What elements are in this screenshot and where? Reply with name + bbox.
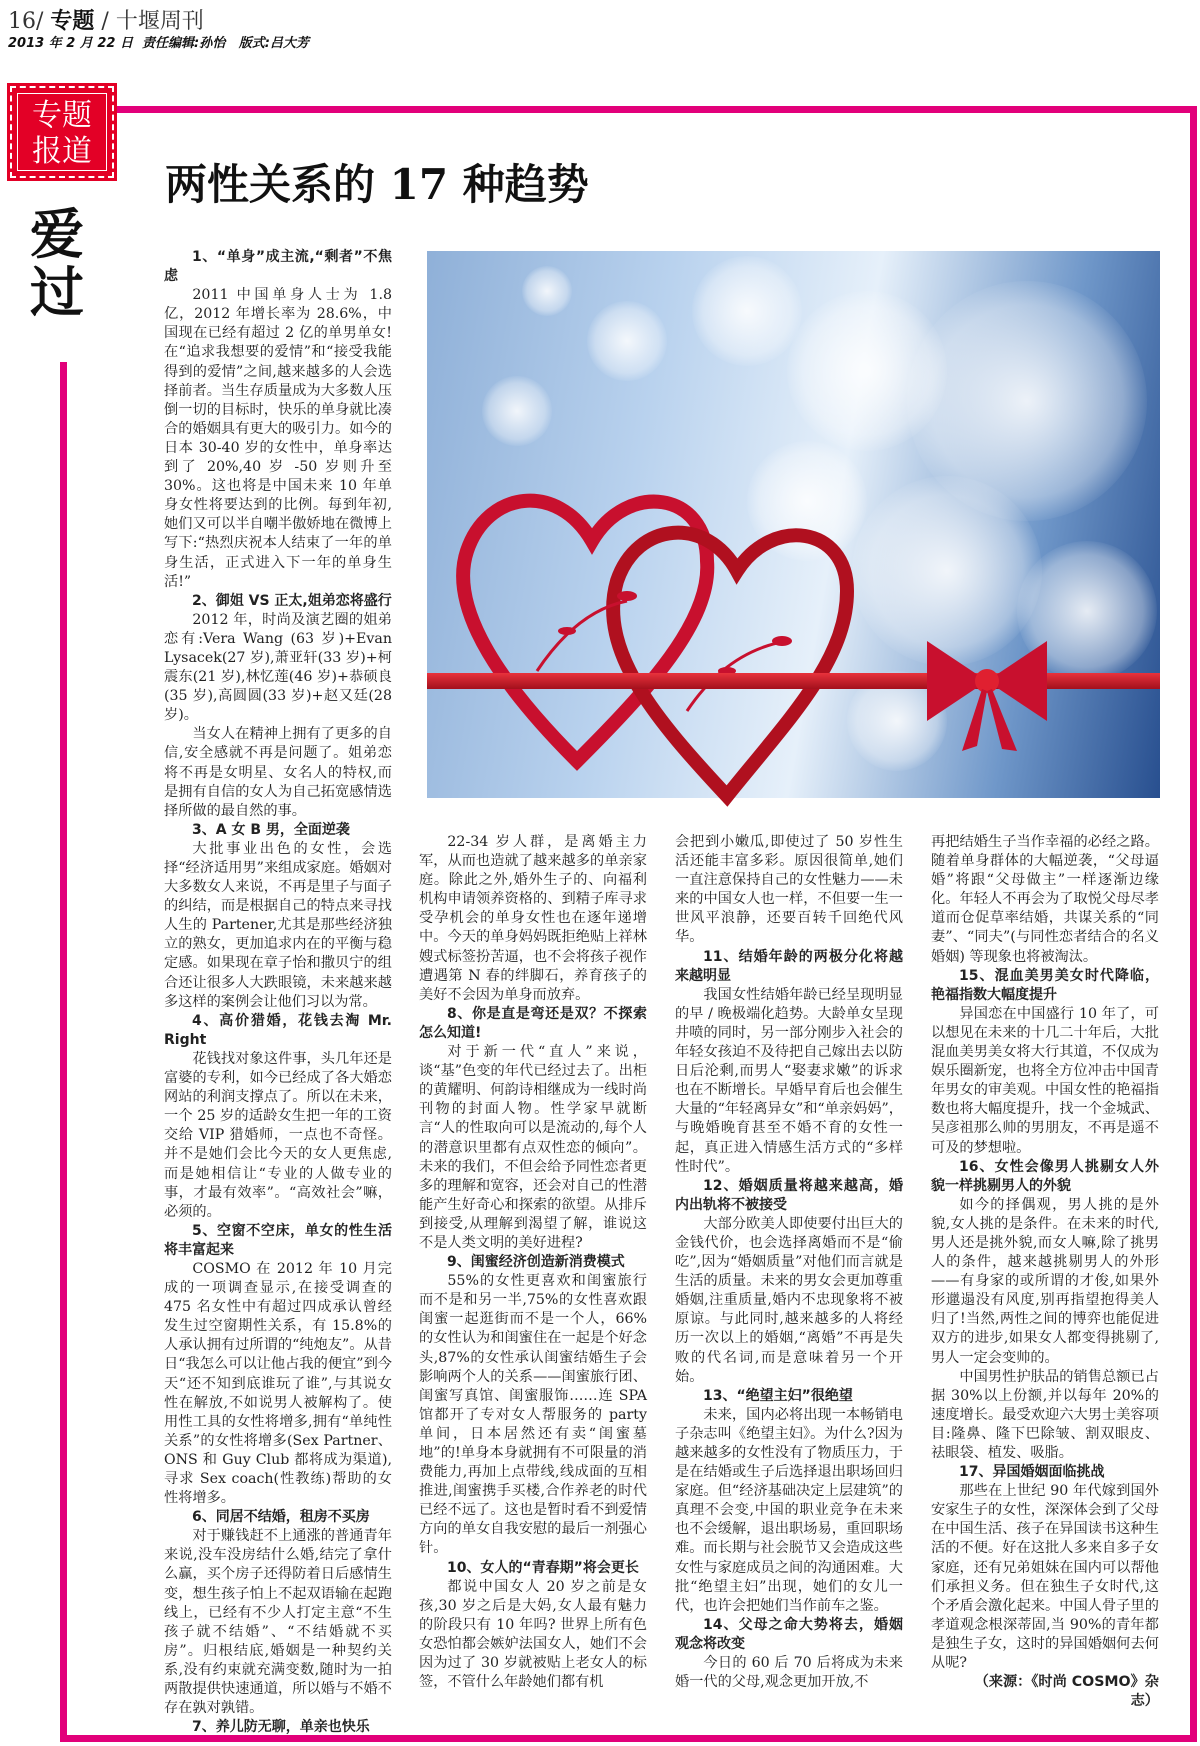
section-heading: 2、御姐 VS 正太,姐弟恋将盛行 bbox=[192, 592, 392, 609]
page-header bbox=[8, 4, 204, 35]
frame-border-left bbox=[60, 362, 67, 1742]
frame-border-right bbox=[1190, 106, 1197, 1742]
paragraph: 今日的 60 后 70 后将成为未来婚一代的父母,观念更加开放,不 bbox=[675, 1655, 903, 1691]
section-heading: 6、同居不结婚，租房不买房 bbox=[192, 1509, 370, 1526]
section-heading: 1、“单身”成主流,“剩者”不焦虑 bbox=[164, 249, 392, 285]
section-heading: 12、婚姻质量将越来越高，婚内出轨将不被接受 bbox=[675, 1177, 903, 1213]
paragraph: 2012 年，时尚及演艺圈的姐弟恋有:Vera Wang (63 岁)+Evan Lysacek(27 岁),萧亚轩(33 岁)+柯震东(21 岁),林忆莲(46 岁)+恭硕良(35 岁),高圆圆(33 岁)+赵又廷(28 岁)。 bbox=[164, 611, 392, 724]
publication-name: 十堰周刊 bbox=[115, 9, 204, 34]
section-heading: 9、闺蜜经济创造新消费模式 bbox=[447, 1254, 625, 1271]
page-meta bbox=[8, 32, 309, 51]
paragraph: 中国男性护肤品的销售总额已占据 30%以上份额,并以每年 20%的速度增长。最受欢迎六大男士美容项目:隆鼻、隆下巴除皱、割双眼皮、祛眼袋、植发、吸脂。 bbox=[931, 1368, 1159, 1461]
paragraph: 会把到小嫩瓜,即使过了 50 岁性生活还能丰富多彩。原因很简单,她们一直注意保持自己的女性魅力——未来的中国女人也一样，不但要一生一世风平浪静，还要百转千回绝代风华。 bbox=[675, 834, 903, 946]
paragraph: 对于赚钱赶不上通涨的普通青年来说,没车没房结什么婚,结完了拿什么赢，买个房子还得防着日后感情生变，想生孩子怕上不起双语输在起跑线上，已经有不少人打定主意“不生孩子就不结婚”、“不结婚就不买房”。归根结底,婚姻是一种契约关系,没有约束就充满变数,随时为一拍两散提供快速通道，所以婚与不婚不存在孰对孰错。 bbox=[164, 1528, 392, 1717]
article-column-4 bbox=[931, 833, 1159, 1710]
page-number: 16/ bbox=[8, 9, 44, 34]
header-separator: / bbox=[101, 9, 109, 34]
article-column-3 bbox=[675, 833, 903, 1710]
section-heading: 3、A 女 B 男，全面逆袭 bbox=[192, 821, 350, 838]
section-heading: 4、高价猎婚，花钱去淘 Mr. Right bbox=[164, 1012, 392, 1048]
section-name: 专题 bbox=[50, 8, 95, 34]
bokeh-circles bbox=[482, 256, 1157, 771]
paragraph: 22-34 岁人群，是离婚主力军，从而也造就了越来越多的单亲家庭。除此之外,婚外生子的、向福利机构申请领养资格的、到精子库寻求受孕机会的单身女性也在逐年递增中。今天的单身妈妈既拒绝贴上祥林嫂式标签扮苦逼，也不会将孩子视作遭遇第 N 春的绊脚石，养育孩子的美好不会因为单身而放弃。 bbox=[419, 834, 647, 1003]
paragraph: 对于新一代“直人”来说，谈“基”色变的年代已经过去了。出柜的黄耀明、何韵诗相继成为一线时尚刊物的封面人物。性学家早就断言“人的性取向可以是流动的,每个人的潜意识里都有点双性恋的倾向”。未来的我们，不但会给予同性恋者更多的理解和宽容，还会对自己的性潜能产生好奇心和探索的欲望。从排斥到接受,从理解到渴望了解，谁说这不是人类文明的美好进程? bbox=[419, 1044, 647, 1251]
source-credit: （来源：《时尚 COSMO》杂志） bbox=[974, 1674, 1159, 1710]
stamp-line-2: 报道 bbox=[32, 134, 92, 169]
section-heading: 15、混血美男美女时代降临，艳福指数大幅度提升 bbox=[931, 967, 1159, 1003]
issue-date: 2013 年 2 月 22 日 bbox=[8, 36, 133, 51]
paragraph: 那些在上世纪 90 年代嫁到国外安家生子的女性，深深体会到了父母在中国生活、孩子在异国读书这种生活的不便。好在这批人多来自多子女家庭，还有兄弟姐妹在国内可以帮他们承担义务。但在独生子女时代,这个矛盾会激化起来。中国人骨子里的孝道观念根深蒂固,当 90%的青年都是独生子女，这时的异国婚姻何去何从呢? bbox=[931, 1483, 1159, 1672]
frame-border-top bbox=[115, 106, 1197, 113]
section-heading: 11、结婚年龄的两极分化将越来越明显 bbox=[675, 948, 903, 984]
ribbon bbox=[427, 673, 1160, 689]
paragraph: 2011 中国单身人士为 1.8 亿，2012 年增长率为 28.6%，中国现在已经有超过 2 亿的单男单女!在“追求我想要的爱情”和“接受我能得到的爱情”之间,越来越多的人会选择前者。当生存质量成为大多数人压倒一切的目标时，快乐的单身就比凑合的婚姻具有更大的吸引力。如今的日本 30-40 岁的女性中，单身率达到了 20%,40 岁 -50 岁则升至 30%。这也将是中国未来 10 年单身女性将要达到的比例。每到年初,她们又可以半自嘲半傲娇地在微博上写下:“热烈庆祝本人结束了一年的单身生活，正式进入下一年的单身生活!” bbox=[164, 287, 392, 590]
article-column-2 bbox=[419, 833, 647, 1710]
paragraph: 55%的女性更喜欢和闺蜜旅行而不是和另一半,75%的女性喜欢跟闺蜜一起逛街而不是一个人，66%的女性认为和闺蜜住在一起是个好念头,87%的女性承认闺蜜结婚生子会影响两个人的关系——闺蜜旅行团、闺蜜写真馆、闺蜜服饰……连 SPA 馆都开了专对女人帮服务的 party 单间，日本居然还有卖“闺蜜墓地”的!单身本身就拥有不可限量的消费能力,再加上点带线,线成面的互相推进,闺蜜携手买楼,合作养老的时代已经不远了。这也是暂时看不到爱情方向的单女自我安慰的最后一剂强心针。 bbox=[419, 1273, 647, 1557]
paragraph: 我国女性结婚年龄已经呈现明显的早 / 晚极端化趋势。大龄单女呈现井喷的同时，另一部分刚步入社会的年轻女孩迫不及待把自己嫁出去以防日后沦剩,而男人“娶妻求嫩”的诉求也在不断增长。早婚早育后也会催生大量的“年轻离异女”和“单亲妈妈”，与晚婚晚育甚至不婚不育的女性一起，真正进入情感生活方式的“多样性时代”。 bbox=[675, 986, 903, 1175]
section-heading: 8、你是直是弯还是双？不探索怎么知道! bbox=[419, 1005, 647, 1041]
hearts-illustration bbox=[427, 251, 1160, 798]
paragraph: 大批事业出色的女性，会选择“经济适用男”来组成家庭。婚姻对大多数女人来说，不再是里子与面子的纠结，而是根据自己的特点来寻找人生的 Partener,尤其是那些经济独立的熟女，更加追求内在的平衡与稳定感。如果现在章子怡和撒贝宁的组合还让很多人大跌眼镜，未来越来越多这样的案例会让他们习以为常。 bbox=[164, 840, 392, 1010]
article-column-1 bbox=[164, 248, 392, 1736]
article-title: 两性关系的 17 种趋势 bbox=[165, 160, 589, 209]
stamp-line-1: 专题 bbox=[32, 98, 92, 133]
section-heading: 7、养儿防无聊，单亲也快乐 bbox=[192, 1719, 370, 1736]
paragraph: 如今的择偶观，男人挑的是外貌,女人挑的是条件。在未来的时代,男人还是挑外貌,而女人嘛,除了挑男人的条件，越来越挑剔男人的外形——有身家的或所谓的才俊,如果外形邋遢没有风度,别再指望抱得美人归了!当然,两性之间的博弈也能促进双方的进步,如果女人都变得挑剔了,男人一定会变帅的。 bbox=[931, 1196, 1159, 1366]
paragraph: 未来，国内必将出现一本畅销电子杂志叫《绝望主妇》。为什么?因为越来越多的女性没有了物质压力，于是在结婚或生子后选择退出职场回归家庭。但“经济基础决定上层建筑”的真理不会变,中国的职业竞争在未来也不会缓解，退出职场易，重回职场难。而长期与社会脱节又会造成这些女性与家庭成员之间的沟通困难。大批“绝望主妇”出现，她们的女儿一代，也许会把她们当作前车之鉴。 bbox=[675, 1406, 903, 1614]
section-heading: 5、空窗不空床，单女的性生活将丰富起来 bbox=[164, 1222, 392, 1258]
paragraph: 花钱找对象这件事，头几年还是富婆的专利，如今已经成了各大婚恋网站的利润支撑点了。所以在未来，一个 25 岁的适龄女生把一年的工资交给 VIP 猎婚师，一点也不奇怪。并不是她们会比今天的女人更焦虑,而是她相信让“专业的人做专业的事，才最有效率”。“高效社会”嘛，必须的。 bbox=[164, 1050, 392, 1220]
heart-vines bbox=[537, 591, 792, 711]
section-heading: 13、“绝望主妇”很绝望 bbox=[703, 1387, 853, 1404]
paragraph: 大部分欧美人即使要付出巨大的金钱代价，也会选择离婚而不是“偷吃”,因为“婚姻质量”对他们而言就是生活的质量。未来的男女会更加尊重婚姻,注重质量,婚内不忠现象将不被原谅。与此同时,越来越多的人将经历一次以上的婚姻,“离婚”不再是失败的代名词,而是意味着另一个开始。 bbox=[675, 1215, 903, 1385]
paragraph: 当女人在精神上拥有了更多的自信,安全感就不再是问题了。姐弟恋将不再是女明星、女名人的特权,而是拥有自信的女人为自己拓宽感情选择所做的最自然的事。 bbox=[164, 726, 392, 819]
paragraph: 再把结婚生子当作幸福的必经之路。随着单身群体的大幅逆袭，“父母逼婚”将跟“父母做主”一样逐渐边缘化。年轻人不再会为了取悦父母尽孝道而仓促草率结婚，共谋关系的“同妻”、“同夫”(与同性恋者结合的名义婚姻) 等现象也将被淘汰。 bbox=[931, 834, 1159, 965]
section-heading: 17、异国婚姻面临挑战 bbox=[959, 1464, 1105, 1481]
section-heading: 16、女性会像男人挑剔女人外貌一样挑剔男人的外貌 bbox=[931, 1158, 1159, 1194]
section-heading: 14、父母之命大势将去，婚姻观念将改变 bbox=[675, 1616, 903, 1652]
layout-credit: 版式:吕大芳 bbox=[238, 36, 309, 51]
section-stamp bbox=[10, 86, 114, 178]
section-heading: 10、女人的“青春期”将会更长 bbox=[447, 1559, 639, 1576]
paragraph: 异国恋在中国盛行 10 年了，可以想见在未来的十几二十年后，大批混血美男美女将大行其道，不仅成为娱乐圈新宠，也将全方位冲击中国青年男女的审美观。中国女性的艳福指数也将大幅度提升，找一个金城武、吴彦祖那么帅的男朋友，不再是遥不可及的梦想啦。 bbox=[931, 1005, 1159, 1156]
editor-credit: 责任编辑:孙怡 bbox=[142, 36, 226, 51]
paragraph: 都说中国女人 20 岁之前是女孩,30 岁之后是大妈,女人最有魅力的阶段只有 10 年吗? 世界上所有色女恐怕都会嫉妒法国女人，她们不会因为过了 30 岁就被贴上老女人的标签，不管什么年龄她们都有机 bbox=[419, 1578, 647, 1691]
paragraph: COSMO 在 2012 年 10 月完成的一项调查显示,在接受调查的 475 名女性中有超过四成承认曾经发生过空窗期性关系，有 15.8%的人承认拥有过所谓的“纯炮友”。从昔日“我怎么可以让他占我的便宜”到今天“还不知到底谁玩了谁”,与其说女性在解放,不如说男人被解构了。使用性工具的女性将增多,拥有“单纯性关系”的女性将增多(Sex Partner、ONS 和 Guy Club 都将成为渠道),寻求 Sex coach(性教练)帮助的女性将增多。 bbox=[164, 1260, 392, 1507]
side-label: 爱过 bbox=[30, 202, 84, 324]
